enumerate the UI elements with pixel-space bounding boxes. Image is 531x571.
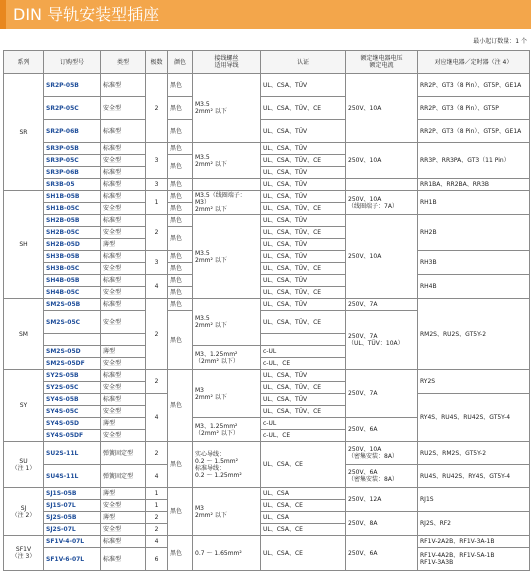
rating-cell: 250V、12A	[346, 488, 418, 512]
relay-cell: RH4B	[418, 275, 530, 299]
type-cell: 弹簧固定型	[101, 465, 146, 488]
cert-cell: UL、CSA、CE	[261, 524, 346, 536]
model-cell: SH1B-05C	[44, 203, 101, 215]
cert-cell: UL、CSA、TÜV、CE	[261, 382, 346, 394]
type-cell: 标准型	[101, 179, 146, 191]
series-cell: SM	[4, 299, 44, 370]
model-cell: SJ2S-07L	[44, 524, 101, 536]
model-cell: SR3P-05C	[44, 155, 101, 167]
type-cell: 安全型	[101, 500, 146, 512]
model-cell: SY2S-05B	[44, 370, 101, 382]
type-cell: 安全型	[101, 406, 146, 418]
type-cell: 薄型	[101, 488, 146, 500]
poles-cell: 2	[146, 215, 168, 251]
model-cell: SR3P-05B	[44, 143, 101, 155]
col-series: 系列	[4, 51, 44, 74]
cert-cell: c-UL	[261, 346, 346, 358]
type-cell: 安全型	[101, 263, 146, 275]
rating-cell: 250V、10A （密集安装：8A）	[346, 442, 418, 465]
cert-cell: UL、CSA、TÜV、CE	[261, 155, 346, 167]
relay-cell: RF1V-2A2B、RF1V-3A-1B	[418, 536, 530, 548]
model-cell: SH2B-05B	[44, 215, 101, 227]
type-cell: 安全型	[101, 524, 146, 536]
type-cell: 标准型	[101, 370, 146, 382]
model-cell: SM2S-05D	[44, 346, 101, 358]
type-cell: 标准型	[101, 74, 146, 97]
model-cell: SU4S-11L	[44, 465, 101, 488]
header-row	[4, 51, 530, 74]
model-cell: SH4B-05C	[44, 287, 101, 299]
poles-cell: 2	[146, 512, 168, 524]
model-cell: SM2S-05C	[44, 311, 101, 334]
rating-cell: 250V、8A	[346, 512, 418, 536]
table-row	[4, 191, 530, 203]
type-cell: 薄型	[101, 346, 146, 358]
model-cell: SR3P-06B	[44, 167, 101, 179]
wire-cell: M3.5 2mm² 以下	[193, 74, 261, 143]
type-cell: 标准型	[101, 536, 146, 548]
model-cell: SH4B-05B	[44, 275, 101, 287]
type-cell: 标准型	[101, 120, 146, 143]
table-row	[4, 143, 530, 155]
table-row	[4, 512, 530, 524]
model-cell: SH3B-05C	[44, 263, 101, 275]
cert-cell: UL、CSA、TÜV	[261, 275, 346, 287]
relay-cell: RU2S、RM2S、GT5Y-2	[418, 442, 530, 465]
relay-cell: RY4S、RU4S、RU42S、GT5Y-4	[418, 394, 530, 442]
type-cell: 标准型	[101, 143, 146, 155]
type-cell: 标准型	[101, 251, 146, 263]
type-cell: 安全型	[101, 155, 146, 167]
cert-cell: c-UL	[261, 418, 346, 430]
poles-cell: 4	[146, 536, 168, 548]
color-cell: 黑色	[168, 74, 193, 97]
poles-cell: 2	[146, 299, 168, 370]
poles-cell: 1	[146, 488, 168, 500]
color-cell: 黑色	[168, 442, 193, 488]
cert-cell: UL、CSA、CE	[261, 500, 346, 512]
type-cell: 标准型	[101, 167, 146, 179]
page-title: DIN 导轨安装型插座	[13, 5, 160, 24]
rating-cell	[346, 179, 418, 191]
relay-cell: RY2S	[418, 370, 530, 394]
type-cell: 安全型	[101, 311, 146, 334]
model-cell: SM2S-05DF	[44, 358, 101, 370]
color-cell: 黑色	[168, 155, 193, 179]
series-cell: SR	[4, 74, 44, 191]
cert-cell: UL、CSA、TÜV、CE	[261, 406, 346, 418]
rating-cell: 250V、7A	[346, 299, 418, 311]
col-poles: 极数	[146, 51, 168, 74]
cert-cell: UL、CSA、TÜV、CE	[261, 311, 346, 334]
color-cell: 黑色	[168, 263, 193, 275]
color-cell: 黑色	[168, 370, 193, 442]
relay-cell: RH1B	[418, 191, 530, 215]
series-cell: SH	[4, 191, 44, 299]
cert-cell: UL、CSA、TÜV	[261, 167, 346, 179]
table-row	[4, 275, 530, 287]
cert-cell: UL、CSA、TÜV	[261, 251, 346, 263]
model-cell: SH3B-05B	[44, 251, 101, 263]
cert-cell: UL、CSA、TÜV	[261, 394, 346, 406]
table-row	[4, 442, 530, 465]
cert-cell: c-UL、CE	[261, 358, 346, 370]
cert-cell: UL、CSA、TÜV、CE	[261, 203, 346, 215]
relay-cell: RJ1S	[418, 488, 530, 512]
cert-cell: UL、CSA、TÜV	[261, 120, 346, 143]
model-cell: SR2P-05C	[44, 97, 101, 120]
color-cell: 黑色	[168, 536, 193, 571]
poles-cell: 4	[146, 465, 168, 488]
poles-cell: 2	[146, 442, 168, 465]
model-cell: SJ2S-05B	[44, 512, 101, 524]
type-cell: 安全型	[101, 430, 146, 442]
col-wire: 接线螺丝 适用导线	[193, 51, 261, 74]
table-row	[4, 251, 530, 263]
relay-cell: RJ2S、RF2	[418, 512, 530, 536]
cert-cell: UL、CSA、CE	[261, 442, 346, 488]
rating-cell: 250V、6A	[346, 418, 418, 442]
type-cell: 安全型	[101, 227, 146, 239]
poles-cell: 3	[146, 179, 168, 191]
type-cell: 薄型	[101, 239, 146, 251]
color-cell: 黑色	[168, 488, 193, 536]
wire-cell: M3.5（线圈端子：M3） 2mm² 以下	[193, 191, 261, 215]
model-cell: SR2P-05B	[44, 74, 101, 97]
rating-cell: 250V、7A	[346, 370, 418, 418]
table-row	[4, 179, 530, 191]
wire-cell	[193, 179, 261, 191]
series-cell: SU （注 1）	[4, 442, 44, 488]
color-cell: 黑色	[168, 251, 193, 263]
model-cell: SF1V-6-07L	[44, 548, 101, 571]
color-cell: 黑色	[168, 311, 193, 370]
table-row	[4, 394, 530, 406]
color-cell: 黑色	[168, 179, 193, 191]
poles-cell: 3	[146, 143, 168, 179]
model-cell: SY4S-05C	[44, 406, 101, 418]
type-cell: 安全型	[101, 97, 146, 120]
color-cell: 黑色	[168, 299, 193, 311]
table-row	[4, 299, 530, 311]
color-cell: 黑色	[168, 227, 193, 251]
cert-cell: UL、CSA、TÜV、CE	[261, 97, 346, 120]
type-cell: 安全型	[101, 203, 146, 215]
relay-cell: RR1BA、RR2BA、RR3B	[418, 179, 530, 191]
type-cell: 标准型	[101, 394, 146, 406]
relay-cell: RR2P、GT3（8 Pin）、GT5P、GE1A	[418, 120, 530, 143]
cert-cell: c-UL、CE	[261, 430, 346, 442]
model-cell: SH2B-05D	[44, 239, 101, 251]
poles-cell: 2	[146, 524, 168, 536]
model-cell: SJ1S-05B	[44, 488, 101, 500]
cert-cell: UL、CSA、TÜV、CE	[261, 287, 346, 299]
type-cell: 弹簧固定型	[101, 442, 146, 465]
relay-cell: RH2B	[418, 215, 530, 251]
wire-cell: M3.5 2mm² 以下	[193, 215, 261, 299]
rating-cell: 250V、6A （密集安装：8A）	[346, 465, 418, 488]
relay-cell: RF1V-4A2B、RF1V-5A-1B RF1V-3A3B	[418, 548, 530, 571]
col-model: 订购型号	[44, 51, 101, 74]
type-cell: 安全型	[101, 382, 146, 394]
type-cell: 安全型	[101, 287, 146, 299]
model-cell: SR2P-06B	[44, 120, 101, 143]
wire-cell: M3.5 2mm² 以下	[193, 143, 261, 179]
cert-cell: UL、CSA、TÜV	[261, 370, 346, 382]
col-rating: 额定继电器电压 额定电流	[346, 51, 418, 74]
title-bar	[0, 0, 531, 29]
type-cell	[101, 334, 146, 346]
cert-cell: UL、CSA	[261, 512, 346, 524]
color-cell: 黑色	[168, 191, 193, 203]
wire-cell: M3 2mm² 以下	[193, 370, 261, 418]
series-cell: SF1V （注 3）	[4, 536, 44, 571]
table-row	[4, 370, 530, 382]
wire-cell: M3、1.25mm² （2mm² 以下）	[193, 418, 261, 442]
relay-cell: RR3P、RR3PA、GT3（11 Pin）	[418, 143, 530, 179]
wire-cell: M3.5 2mm² 以下	[193, 299, 261, 346]
type-cell: 标准型	[101, 548, 146, 571]
model-cell: SY2S-05C	[44, 382, 101, 394]
rating-cell: 250V、10A	[346, 74, 418, 143]
poles-cell: 6	[146, 548, 168, 571]
type-cell: 标准型	[101, 215, 146, 227]
poles-cell: 4	[146, 394, 168, 442]
type-cell: 薄型	[101, 418, 146, 430]
series-cell: SY	[4, 370, 44, 442]
cert-cell: UL、CSA、TÜV	[261, 239, 346, 251]
color-cell: 黑色	[168, 287, 193, 299]
model-cell	[44, 334, 101, 346]
wire-cell: 实心导线： 0.2 ～ 1.5mm² 标准导线： 0.2 ～ 1.25mm²	[193, 442, 261, 488]
table-row	[4, 120, 530, 143]
model-cell: SY4S-05DF	[44, 430, 101, 442]
col-cert: 认证	[261, 51, 346, 74]
cert-cell: UL、CSA、TÜV	[261, 299, 346, 311]
rating-cell: 250V、10A	[346, 143, 418, 179]
wire-cell: M3 2mm² 以下	[193, 488, 261, 536]
poles-cell: 1	[146, 191, 168, 215]
wire-cell: 0.7 ～ 1.65mm²	[193, 536, 261, 571]
cert-cell: UL、CSA、TÜV、CE	[261, 263, 346, 275]
cert-cell: UL、CSA、TÜV	[261, 179, 346, 191]
poles-cell: 1	[146, 500, 168, 512]
poles-cell: 3	[146, 251, 168, 275]
model-cell: SY4S-05D	[44, 418, 101, 430]
color-cell: 黑色	[168, 275, 193, 287]
type-cell: 标准型	[101, 275, 146, 287]
relay-cell: RH3B	[418, 251, 530, 275]
model-cell: SH2B-05C	[44, 227, 101, 239]
type-cell: 安全型	[101, 358, 146, 370]
color-cell: 黑色	[168, 97, 193, 120]
series-cell: SJ （注 2）	[4, 488, 44, 536]
rating-cell: 250V、10A （线圈端子：7A）	[346, 191, 418, 215]
col-type: 类型	[101, 51, 146, 74]
cert-cell: UL、CSA	[261, 488, 346, 500]
poles-cell: 2	[146, 370, 168, 394]
relay-cell: RU4S、RU42S、RY4S、GT5Y-4	[418, 465, 530, 488]
type-cell: 标准型	[101, 191, 146, 203]
model-cell: SM2S-05B	[44, 299, 101, 311]
table-row	[4, 74, 530, 97]
relay-cell: RR2P、GT3（8 Pin）、GT5P	[418, 97, 530, 120]
cert-cell: UL、CSA、TÜV	[261, 191, 346, 203]
cert-cell: UL、CSA、TÜV	[261, 74, 346, 97]
min-order-note: 最小起订数量：1 个	[473, 38, 527, 45]
color-cell: 黑色	[168, 203, 193, 215]
cert-cell: UL、CSA、TÜV	[261, 215, 346, 227]
table-row	[4, 488, 530, 500]
model-cell: SJ1S-07L	[44, 500, 101, 512]
poles-cell: 2	[146, 74, 168, 143]
relay-cell: RR2P、GT3（8 Pin）、GT5P、GE1A	[418, 74, 530, 97]
rating-cell: 250V、10A	[346, 215, 418, 299]
model-cell: SF1V-4-07L	[44, 536, 101, 548]
wire-cell: M3、1.25mm² （2mm² 以下）	[193, 346, 261, 370]
cert-cell: UL、CSA、TÜV、CE	[261, 227, 346, 239]
rating-cell: 250V、7A （UL、TÜV：10A）	[346, 311, 418, 370]
model-cell: SH1B-05B	[44, 191, 101, 203]
cert-cell: UL、CSA、TÜV	[261, 143, 346, 155]
model-cell: SR3B-05	[44, 179, 101, 191]
type-cell: 薄型	[101, 512, 146, 524]
color-cell: 黑色	[168, 215, 193, 227]
col-color: 颜色	[168, 51, 193, 74]
col-relay: 对应继电器／定时器（注 4）	[418, 51, 530, 74]
poles-cell: 4	[146, 275, 168, 299]
socket-table	[3, 50, 530, 571]
color-cell: 黑色	[168, 120, 193, 143]
table-row	[4, 97, 530, 120]
model-cell: SY4S-05B	[44, 394, 101, 406]
relay-cell: RM2S、RU2S、GT5Y-2	[418, 299, 530, 370]
title-accent	[0, 0, 6, 29]
table-row	[4, 215, 530, 227]
cert-cell: UL、CSA、CE	[261, 536, 346, 571]
color-cell: 黑色	[168, 143, 193, 155]
rating-cell: 250V、6A	[346, 536, 418, 571]
cert-cell	[261, 334, 346, 346]
type-cell: 标准型	[101, 299, 146, 311]
model-cell: SU2S-11L	[44, 442, 101, 465]
